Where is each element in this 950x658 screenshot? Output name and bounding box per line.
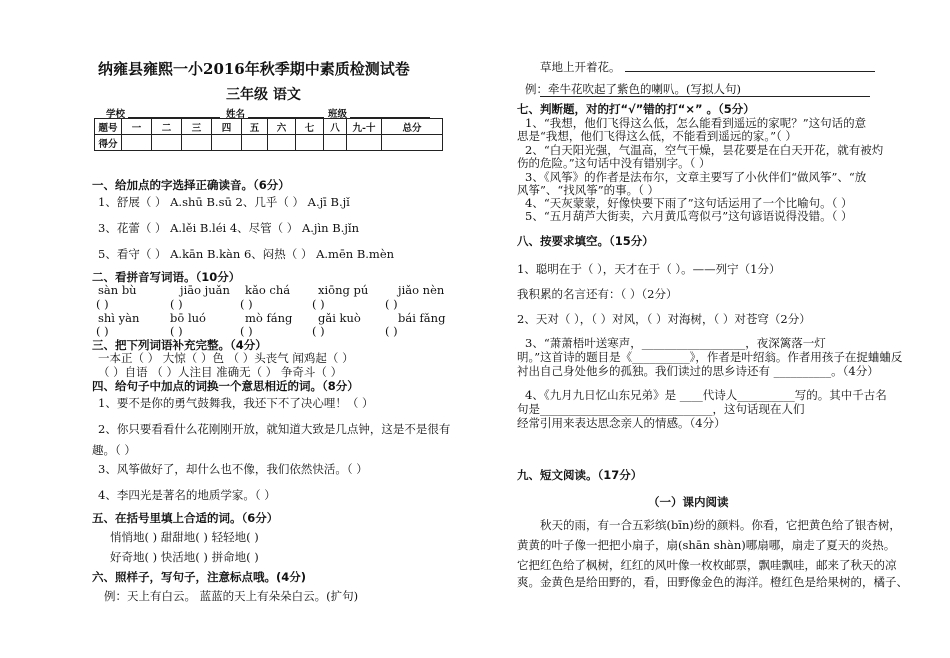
section-4-line: 趣。（ ） bbox=[92, 443, 136, 457]
section-7-line: 5、“五月葫芦大街卖，六月黄瓜弯似弓”这句谚语说得没错。（ ） bbox=[525, 209, 853, 223]
answer-blank[interactable]: ( ) bbox=[240, 297, 253, 311]
score-cell: 一 bbox=[122, 119, 152, 135]
section-4-heading: 四、给句子中加点的词换一个意思相近的词。（8分） bbox=[92, 379, 359, 393]
score-cell: 九-十 bbox=[347, 119, 382, 135]
score-input-cell[interactable] bbox=[382, 135, 443, 151]
pinyin: jiāo juǎn bbox=[180, 283, 230, 297]
section-4-line: 1、要不是你的勇气鼓舞我，我还下不了决心哩！（ ） bbox=[98, 396, 374, 410]
section-8-line: 3、“萧萧梧叶送寒声，__________________，夜深篱落一灯 bbox=[525, 336, 826, 350]
section-1-heading: 一、给加点的字选择正确读音。（6分） bbox=[92, 178, 290, 192]
pinyin: xiōng pú bbox=[318, 283, 369, 297]
section-2-heading: 二、看拼音写词语。（10分） bbox=[92, 270, 241, 284]
section-8-line: 我积累的名言还有：（ ）（2分） bbox=[517, 287, 678, 301]
rewrite-source: 草地上开着花。 bbox=[540, 60, 621, 74]
section-7-line: 思是“我想，他们飞得这么低，不能看到遥远的家。”（ ） bbox=[517, 129, 797, 143]
section-7-line: 3、《风筝》的作者是法布尔，文章主要写了小伙伴们“做风筝”、“放 bbox=[525, 170, 867, 184]
section-7-line: 1、“我想，他们飞得这么低，怎么能看到遥远的家呢？”这句话的意 bbox=[525, 116, 867, 130]
score-cell: 四 bbox=[212, 119, 242, 135]
answer-blank[interactable]: ( ) bbox=[385, 297, 398, 311]
answer-line[interactable] bbox=[540, 96, 870, 97]
score-input-cell[interactable] bbox=[268, 135, 296, 151]
field-name-label: 姓名 bbox=[226, 109, 246, 120]
answer-blank[interactable]: ( ) bbox=[312, 297, 325, 311]
section-8-line: 衬出自己身处他乡的孤独。我们读过的思乡诗还有 __________。（4分） bbox=[517, 364, 879, 378]
section-7-line: 2、“白天阳光强，气温高，空气干燥，昙花要是在白天开花，就有被灼 bbox=[525, 143, 884, 157]
score-cell: 七 bbox=[296, 119, 324, 135]
section-9-subheading: （一）课内阅读 bbox=[648, 495, 729, 509]
score-input-cell[interactable] bbox=[296, 135, 324, 151]
section-8-heading: 八、按要求填空。（15分） bbox=[517, 234, 654, 248]
section-6-example: 例：天上有白云。 蓝蓝的天上有朵朵白云。(扩句) bbox=[104, 589, 359, 603]
score-table-header-row bbox=[95, 119, 443, 135]
section-1-line: 5、看守（ ） A.kān B.kàn 6、闷热（ ） A.mēn B.mèn bbox=[98, 247, 395, 261]
score-cell: 二 bbox=[152, 119, 182, 135]
section-3-heading: 三、把下列词语补充完整。（4分） bbox=[92, 338, 267, 352]
answer-line[interactable] bbox=[625, 71, 875, 72]
score-cell: 六 bbox=[268, 119, 296, 135]
section-1-line: 3、花蕾（ ） A.lěi B.léi 4、尽管（ ） A.jìn B.jǐn bbox=[98, 221, 359, 235]
section-5-line: 悄悄地( ) 甜甜地( ) 轻轻地( ) bbox=[110, 530, 259, 544]
score-cell: 得分 bbox=[95, 135, 122, 151]
score-cell: 五 bbox=[242, 119, 268, 135]
exam-subtitle: 三年级 语文 bbox=[226, 87, 301, 103]
score-input-cell[interactable] bbox=[122, 135, 152, 151]
pinyin: sàn bù bbox=[98, 283, 137, 297]
score-input-cell[interactable] bbox=[212, 135, 242, 151]
score-table-score-row bbox=[95, 135, 443, 151]
pinyin: jiǎo nèn bbox=[398, 283, 445, 297]
answer-blank[interactable]: ( ) bbox=[385, 324, 398, 338]
pinyin: gǎi kuò bbox=[318, 311, 361, 325]
score-input-cell[interactable] bbox=[324, 135, 347, 151]
section-5-heading: 五、在括号里填上合适的词。（6分） bbox=[92, 511, 279, 525]
reading-passage-line: 秋天的雨，有一合五彩缤(bīn)纷的颜料。你看，它把黄色给了银杏树， bbox=[540, 518, 901, 532]
exam-title: 纳雍县雍熙一小2016年秋季期中素质检测试卷 bbox=[98, 60, 410, 78]
answer-blank[interactable]: ( ) bbox=[312, 324, 325, 338]
section-1-line: 1、舒展（ ） A.shū B.sū 2、几乎（ ） A.jī B.jǐ bbox=[98, 195, 350, 209]
pinyin: shì yàn bbox=[98, 311, 140, 325]
pinyin: bō luó bbox=[170, 311, 206, 325]
rewrite-example: 例：牵牛花吹起了紫色的喇叭。(写拟人句) bbox=[525, 82, 741, 96]
pinyin: mò fáng bbox=[245, 311, 293, 325]
section-6-heading: 六、照样子，写句子，注意标点哦。(4分) bbox=[92, 570, 307, 584]
answer-blank[interactable]: ( ) bbox=[96, 297, 109, 311]
score-cell: 三 bbox=[182, 119, 212, 135]
score-input-cell[interactable] bbox=[242, 135, 268, 151]
field-class-label: 班级 bbox=[328, 109, 348, 120]
reading-passage-line: 黄黄的叶子像一把把小扇子，扇(shān shàn)哪扇哪，扇走了夏天的炎热。 bbox=[517, 538, 896, 552]
section-3-line: （ ）自语 （ ）人注目 准确无（ ） 争奇斗（ ） bbox=[98, 365, 343, 379]
score-input-cell[interactable] bbox=[152, 135, 182, 151]
section-8-line: 经常引用来表达思念亲人的情感。（4分） bbox=[517, 416, 726, 430]
reading-passage-line: 它把红色给了枫树，红红的风叶像一枚枚邮票，飘哇飘哇，邮来了秋天的凉 bbox=[517, 558, 897, 572]
section-5-line: 好奇地( ) 快活地( ) 拼命地( ) bbox=[110, 550, 259, 564]
score-input-cell[interactable] bbox=[347, 135, 382, 151]
section-7-line: 4、“天灰蒙蒙，好像快要下雨了”这句话运用了一个比喻句。（ ） bbox=[525, 196, 853, 210]
section-7-line: 风筝”、“找风筝”的事。（ ） bbox=[517, 183, 660, 197]
answer-blank[interactable]: ( ) bbox=[170, 324, 183, 338]
section-7-heading: 七、判断题，对的打“√”错的打“×” 。（5分） bbox=[517, 102, 755, 116]
section-3-line: 一本正（ ） 大惊（ ）色 （ ）头丧气 闻鸡起（ ） bbox=[98, 351, 354, 365]
answer-blank[interactable]: ( ) bbox=[240, 324, 253, 338]
score-cell: 八 bbox=[324, 119, 347, 135]
field-school-label: 学校 bbox=[106, 109, 126, 120]
section-8-line: 明。”这首诗的题目是《__________》，作者是叶绍翁。作者用孩子在捉蛐蛐反 bbox=[517, 350, 903, 364]
score-cell: 题号 bbox=[95, 119, 122, 135]
score-cell: 总分 bbox=[382, 119, 443, 135]
answer-blank[interactable]: ( ) bbox=[170, 297, 183, 311]
section-7-line: 伤的危险。”这句话中没有错别字。（ ） bbox=[517, 156, 711, 170]
section-8-line: 句是______________________________，这句话现在人们 bbox=[517, 402, 805, 416]
section-4-line: 2、你只要看看什么花刚刚开放，就知道大致是几点钟，这是不是很有 bbox=[98, 422, 451, 436]
section-4-line: 4、李四光是著名的地质学家。（ ） bbox=[98, 488, 276, 502]
section-8-line: 4、《九月九日忆山东兄弟》是 ____代诗人__________写的。其中千古名 bbox=[525, 388, 887, 402]
pinyin: bái fǎng bbox=[398, 311, 446, 325]
section-4-line: 3、风筝做好了，却什么也不像，我们依然快活。（ ） bbox=[98, 462, 368, 476]
pinyin: kǎo chá bbox=[245, 283, 291, 297]
answer-blank[interactable]: ( ) bbox=[96, 324, 109, 338]
section-8-line: 1、聪明在于（ ），天才在于（ ）。——列宁（1分） bbox=[517, 262, 781, 276]
score-table bbox=[94, 118, 443, 151]
section-9-heading: 九、短文阅读。（17分） bbox=[517, 468, 643, 482]
section-8-line: 2、天对（ ），（ ）对风，（ ）对海树，（ ）对苍穹（2分） bbox=[517, 312, 811, 326]
score-input-cell[interactable] bbox=[182, 135, 212, 151]
reading-passage-line: 爽。金黄色是给田野的，看，田野像金色的海洋。橙红色是给果树的，橘子、 bbox=[517, 575, 908, 589]
